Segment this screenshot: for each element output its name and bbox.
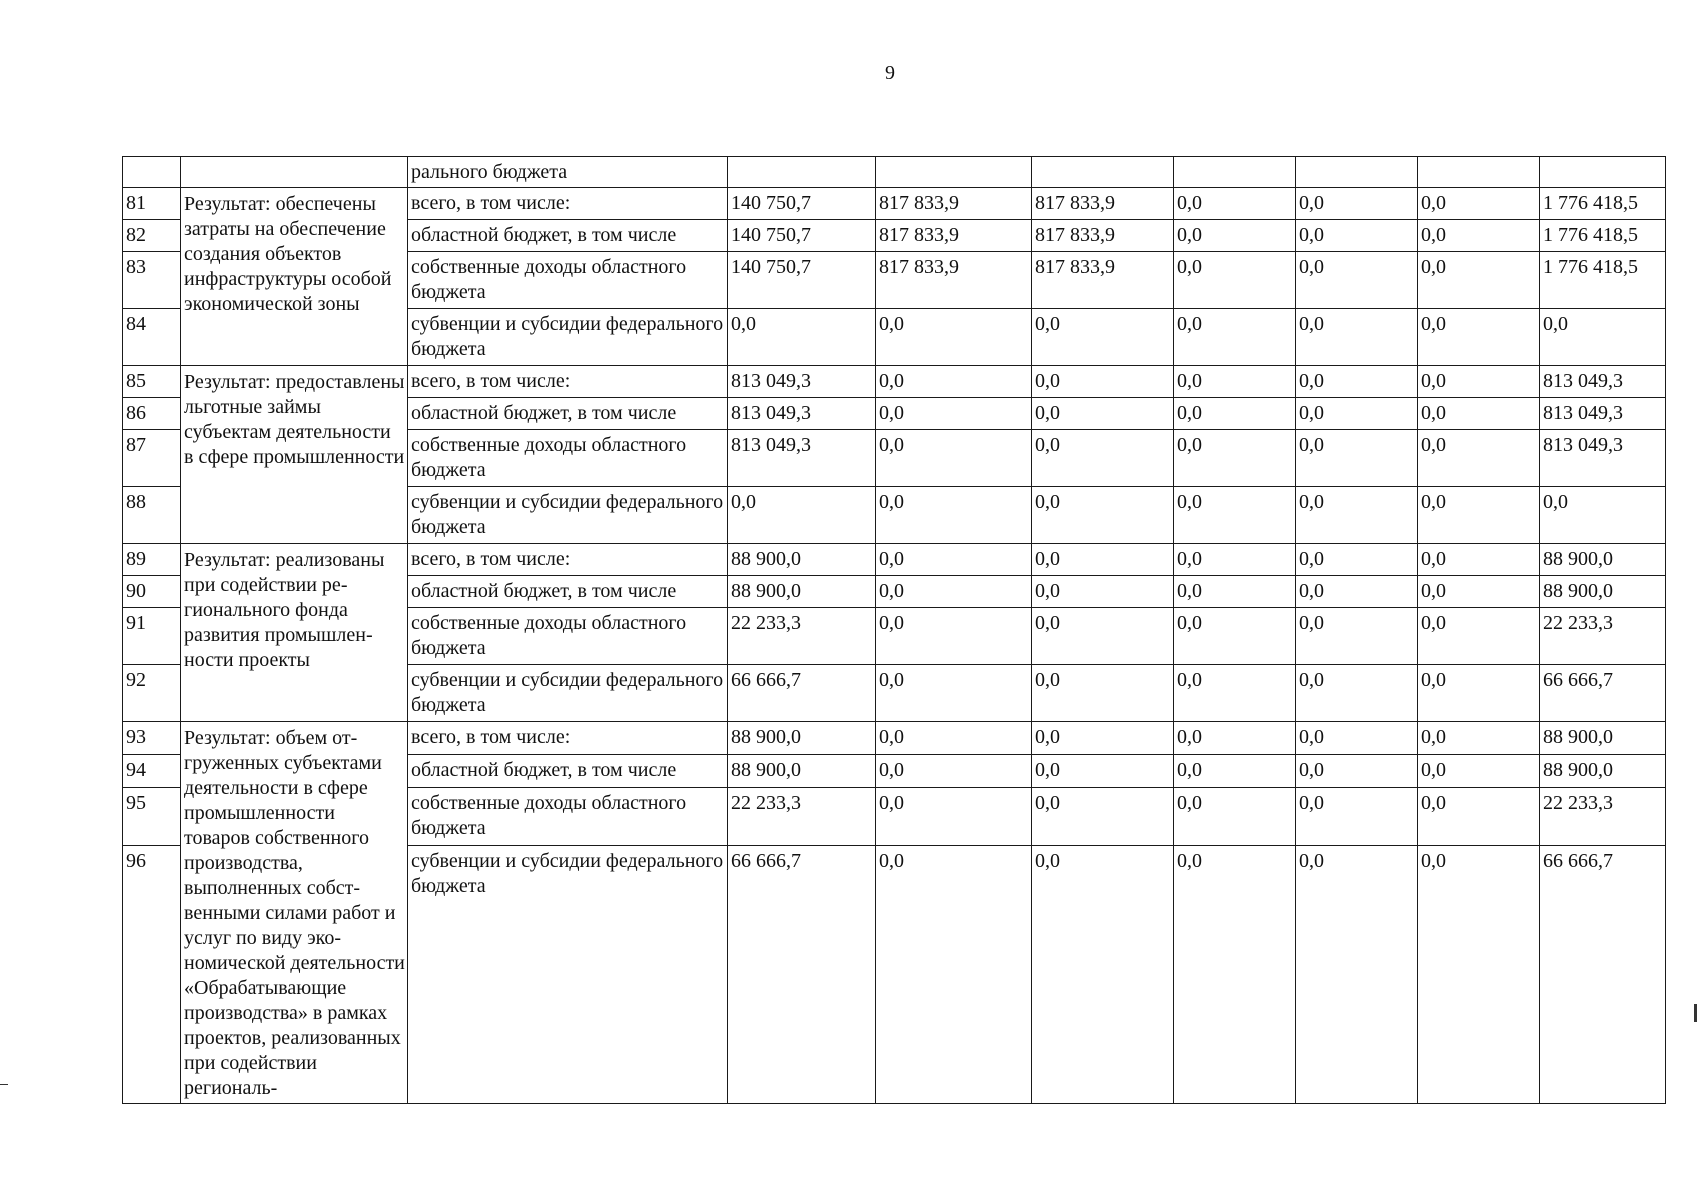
value-cell: 0,0	[1418, 430, 1540, 487]
result-description-cell: Результат: обеспечены затраты на обеспечение создания объектов инфраструктуры особой экономической зоны	[181, 188, 408, 366]
value-cell: 0,0	[876, 487, 1032, 544]
value-cell: 0,0	[1418, 398, 1540, 430]
row-number-cell: 95	[123, 787, 181, 846]
total-cell: 88 900,0	[1540, 544, 1666, 576]
total-cell: 0,0	[1540, 309, 1666, 366]
value-cell: 0,0	[1032, 487, 1174, 544]
funding-source-cell: областной бюджет, в том числе	[408, 398, 728, 430]
total-cell: 88 900,0	[1540, 754, 1666, 787]
value-cell: 0,0	[1296, 846, 1418, 1104]
value-cell: 0,0	[1418, 309, 1540, 366]
row-number-cell: 89	[123, 544, 181, 576]
value-cell: 0,0	[1296, 252, 1418, 309]
total-cell: 88 900,0	[1540, 576, 1666, 608]
value-cell: 0,0	[1174, 398, 1296, 430]
funding-source-cell: субвенции и субсидии федерального бюджета	[408, 487, 728, 544]
value-cell: 0,0	[876, 544, 1032, 576]
value-cell	[876, 157, 1032, 188]
value-cell: 0,0	[876, 722, 1032, 755]
value-cell: 0,0	[1418, 722, 1540, 755]
row-number-cell: 91	[123, 608, 181, 665]
value-cell: 0,0	[1174, 544, 1296, 576]
value-cell: 0,0	[728, 309, 876, 366]
funding-source-cell: субвенции и субсидии федерального бюджета	[408, 665, 728, 722]
value-cell: 0,0	[1174, 366, 1296, 398]
total-cell: 1 776 418,5	[1540, 220, 1666, 252]
value-cell: 0,0	[1174, 787, 1296, 846]
value-cell: 0,0	[1296, 430, 1418, 487]
value-cell	[1296, 157, 1418, 188]
value-cell: 0,0	[1032, 787, 1174, 846]
value-cell: 66 666,7	[728, 665, 876, 722]
value-cell: 813 049,3	[728, 430, 876, 487]
value-cell: 0,0	[1418, 608, 1540, 665]
value-cell: 0,0	[1296, 487, 1418, 544]
value-cell: 0,0	[1174, 487, 1296, 544]
value-cell: 0,0	[876, 430, 1032, 487]
value-cell: 0,0	[876, 608, 1032, 665]
value-cell: 0,0	[1296, 188, 1418, 220]
value-cell: 0,0	[1296, 608, 1418, 665]
description-cell	[181, 157, 408, 188]
table-row	[123, 544, 1666, 576]
funding-source-cell: областной бюджет, в том числе	[408, 220, 728, 252]
total-cell: 66 666,7	[1540, 846, 1666, 1104]
value-cell: 0,0	[1418, 487, 1540, 544]
value-cell: 0,0	[1296, 787, 1418, 846]
value-cell: 817 833,9	[876, 252, 1032, 309]
value-cell: 0,0	[1296, 544, 1418, 576]
funding-source-cell: всего, в том числе:	[408, 366, 728, 398]
value-cell: 0,0	[1032, 430, 1174, 487]
funding-source-cell: всего, в том числе:	[408, 188, 728, 220]
table-row	[123, 366, 1666, 398]
funding-source-cell: субвенции и субсидии федерального бюджета	[408, 309, 728, 366]
table-row	[123, 722, 1666, 755]
row-number-cell: 92	[123, 665, 181, 722]
value-cell: 0,0	[1032, 309, 1174, 366]
value-cell: 0,0	[1418, 188, 1540, 220]
value-cell: 140 750,7	[728, 252, 876, 309]
funding-source-cell: субвенции и субсидии федерального бюджета	[408, 846, 728, 1104]
value-cell: 0,0	[1032, 665, 1174, 722]
row-number-cell: 88	[123, 487, 181, 544]
value-cell: 0,0	[876, 576, 1032, 608]
value-cell: 817 833,9	[876, 188, 1032, 220]
value-cell: 0,0	[1174, 188, 1296, 220]
value-cell: 0,0	[1296, 576, 1418, 608]
value-cell: 88 900,0	[728, 722, 876, 755]
row-number-cell: 85	[123, 366, 181, 398]
total-cell: 22 233,3	[1540, 787, 1666, 846]
value-cell: 0,0	[1418, 220, 1540, 252]
value-cell: 813 049,3	[728, 366, 876, 398]
value-cell: 0,0	[1174, 754, 1296, 787]
value-cell	[1418, 157, 1540, 188]
total-cell: 813 049,3	[1540, 430, 1666, 487]
row-number-cell: 83	[123, 252, 181, 309]
value-cell: 0,0	[876, 398, 1032, 430]
value-cell: 0,0	[1418, 787, 1540, 846]
row-number-cell	[123, 157, 181, 188]
value-cell: 0,0	[1418, 544, 1540, 576]
value-cell: 0,0	[1032, 398, 1174, 430]
value-cell: 140 750,7	[728, 188, 876, 220]
funding-source-cell: рального бюджета	[408, 157, 728, 188]
value-cell: 817 833,9	[1032, 188, 1174, 220]
value-cell	[728, 157, 876, 188]
row-number-cell: 84	[123, 309, 181, 366]
value-cell: 0,0	[1296, 754, 1418, 787]
row-number-cell: 82	[123, 220, 181, 252]
page-number: 9	[885, 62, 895, 84]
value-cell: 88 900,0	[728, 754, 876, 787]
funding-source-cell: областной бюджет, в том числе	[408, 754, 728, 787]
value-cell: 0,0	[1032, 608, 1174, 665]
value-cell	[1174, 157, 1296, 188]
funding-source-cell: всего, в том числе:	[408, 722, 728, 755]
value-cell: 0,0	[1418, 665, 1540, 722]
value-cell: 0,0	[1032, 544, 1174, 576]
funding-source-cell: областной бюджет, в том числе	[408, 576, 728, 608]
value-cell: 22 233,3	[728, 608, 876, 665]
value-cell: 0,0	[876, 665, 1032, 722]
value-cell: 813 049,3	[728, 398, 876, 430]
result-description-cell: Результат: реализованы при содействии регионального фонда развития промышленности проекты	[181, 544, 408, 722]
value-cell: 0,0	[1296, 309, 1418, 366]
funding-source-cell: собственные доходы областного бюджета	[408, 787, 728, 846]
total-cell: 813 049,3	[1540, 398, 1666, 430]
value-cell: 0,0	[1032, 846, 1174, 1104]
total-cell: 0,0	[1540, 487, 1666, 544]
total-cell: 813 049,3	[1540, 366, 1666, 398]
value-cell: 0,0	[1296, 366, 1418, 398]
value-cell: 0,0	[1174, 608, 1296, 665]
value-cell: 0,0	[1174, 846, 1296, 1104]
value-cell: 0,0	[876, 787, 1032, 846]
funding-source-cell: собственные доходы областного бюджета	[408, 608, 728, 665]
left-margin-mark	[0, 1084, 8, 1085]
value-cell: 66 666,7	[728, 846, 876, 1104]
value-cell: 0,0	[876, 366, 1032, 398]
value-cell	[1540, 157, 1666, 188]
value-cell: 88 900,0	[728, 544, 876, 576]
value-cell: 0,0	[1174, 430, 1296, 487]
value-cell: 817 833,9	[876, 220, 1032, 252]
value-cell: 0,0	[1296, 722, 1418, 755]
value-cell: 0,0	[1418, 754, 1540, 787]
value-cell: 0,0	[1032, 366, 1174, 398]
total-cell: 1 776 418,5	[1540, 188, 1666, 220]
row-number-cell: 94	[123, 754, 181, 787]
result-description-cell: Результат: предоставлены льготные займы субъектам деятельности в сфере промышленности	[181, 366, 408, 544]
total-cell: 88 900,0	[1540, 722, 1666, 755]
value-cell: 0,0	[1174, 252, 1296, 309]
budget-table	[122, 156, 1666, 1104]
funding-source-cell: всего, в том числе:	[408, 544, 728, 576]
value-cell: 0,0	[1032, 754, 1174, 787]
row-number-cell: 96	[123, 846, 181, 1104]
value-cell: 0,0	[1418, 252, 1540, 309]
value-cell: 0,0	[1174, 309, 1296, 366]
row-number-cell: 90	[123, 576, 181, 608]
value-cell: 0,0	[1032, 722, 1174, 755]
value-cell: 817 833,9	[1032, 220, 1174, 252]
value-cell: 0,0	[1296, 665, 1418, 722]
value-cell: 0,0	[1174, 722, 1296, 755]
row-number-cell: 81	[123, 188, 181, 220]
value-cell: 0,0	[728, 487, 876, 544]
table-row-continuation	[123, 157, 1666, 188]
total-cell: 66 666,7	[1540, 665, 1666, 722]
value-cell: 0,0	[1296, 398, 1418, 430]
value-cell: 0,0	[1296, 220, 1418, 252]
row-number-cell: 93	[123, 722, 181, 755]
funding-source-cell: собственные доходы областного бюджета	[408, 252, 728, 309]
value-cell: 0,0	[1174, 576, 1296, 608]
funding-source-cell: собственные доходы областного бюджета	[408, 430, 728, 487]
value-cell: 0,0	[1032, 576, 1174, 608]
value-cell	[1032, 157, 1174, 188]
value-cell: 0,0	[1174, 220, 1296, 252]
table-row	[123, 188, 1666, 220]
value-cell: 0,0	[876, 309, 1032, 366]
row-number-cell: 86	[123, 398, 181, 430]
value-cell: 0,0	[876, 846, 1032, 1104]
result-description-cell: Результат: объем отгруженных субъектами деятельности в сфере промышленности товаров собственного производства, выполненных собственными силами работ и услуг по виду экономической деятельности «Обрабатывающие производства» в рамках проектов, реализованных при содействии региональ-	[181, 722, 408, 1104]
value-cell: 140 750,7	[728, 220, 876, 252]
value-cell: 0,0	[1418, 846, 1540, 1104]
value-cell: 0,0	[1418, 576, 1540, 608]
value-cell: 0,0	[1174, 665, 1296, 722]
total-cell: 1 776 418,5	[1540, 252, 1666, 309]
value-cell: 817 833,9	[1032, 252, 1174, 309]
value-cell: 0,0	[1418, 366, 1540, 398]
total-cell: 22 233,3	[1540, 608, 1666, 665]
value-cell: 22 233,3	[728, 787, 876, 846]
row-number-cell: 87	[123, 430, 181, 487]
value-cell: 0,0	[876, 754, 1032, 787]
value-cell: 88 900,0	[728, 576, 876, 608]
